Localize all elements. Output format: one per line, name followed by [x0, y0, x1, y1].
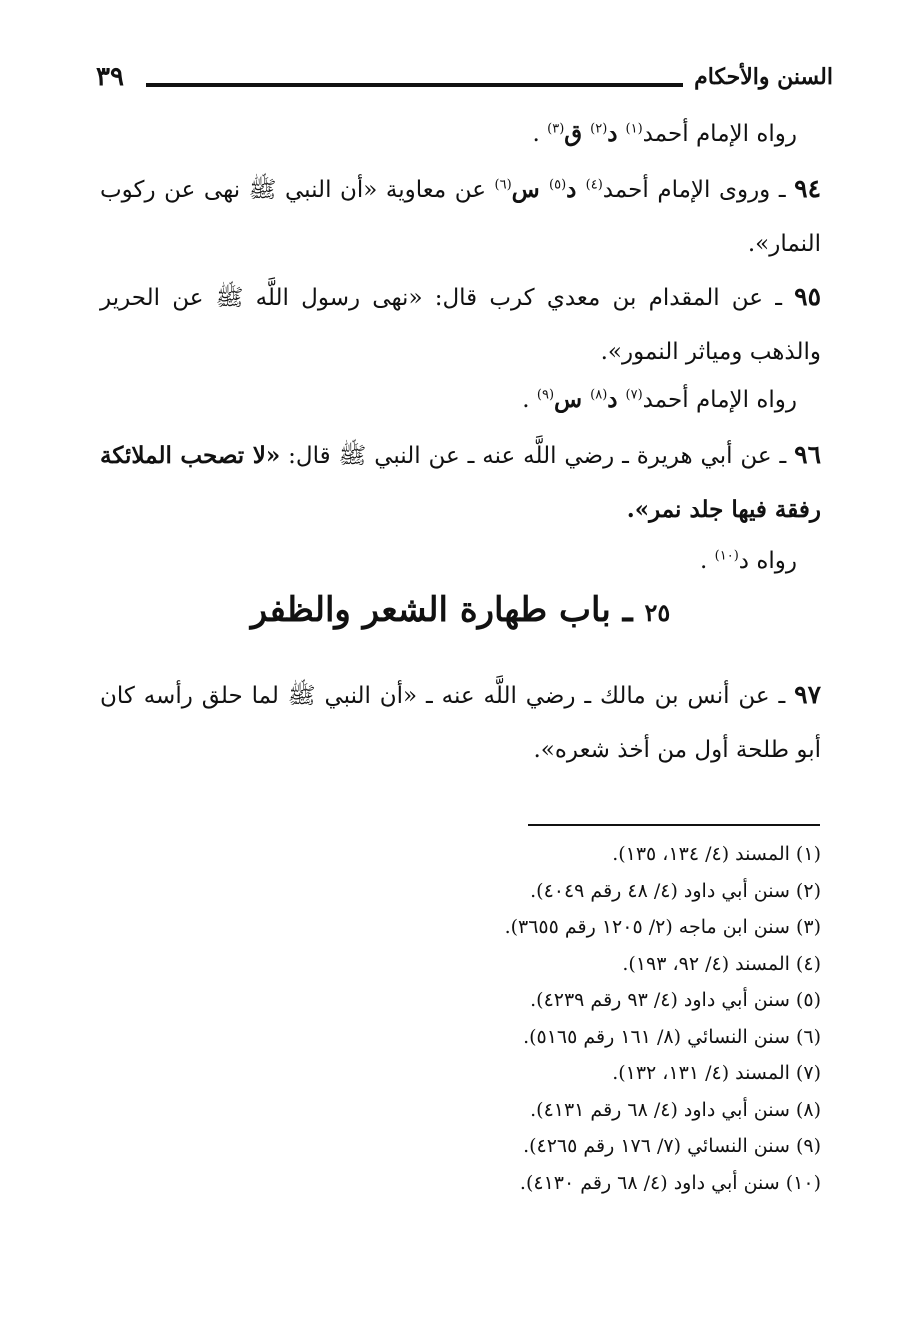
text: رواه د [738, 548, 797, 574]
text: ـ عن أبي هريرة ـ رضي اللَّه عنه ـ عن النبي ﷺ قال: [280, 443, 795, 469]
text: . [522, 387, 537, 413]
header-rule [146, 83, 683, 87]
footnote-separator [528, 824, 820, 826]
hadith-number: ٩٤ [794, 174, 821, 203]
text: . [700, 548, 715, 574]
text: . [532, 121, 548, 147]
footnote-item: (٩) سنن النسائي (٧/ ١٧٦ رقم ٤٢٦٥). [523, 1135, 821, 1157]
footnote-item: (٦) سنن النسائي (٨/ ١٦١ رقم ٥١٦٥). [523, 1025, 821, 1048]
page-header [96, 62, 833, 102]
section-heading [100, 590, 821, 630]
text: د [566, 176, 586, 203]
hadith-quote: «لا تصحب الملائكة رفقة فيها جلد نمر». [100, 442, 821, 523]
text: ـ عن المقدام بن معدي كرب قال: «نهى رسول اللَّه ﷺ عن الحرير والذهب ومياثر النمور». [100, 285, 821, 365]
narration-note-96 [100, 534, 821, 588]
footnote-ref: (٩) [536, 387, 555, 403]
footnote-item: (١) المسند (٤/ ١٣٤، ١٣٥). [612, 843, 821, 865]
footnote-item: (٧) المسند (٤/ ١٣١، ١٣٢). [612, 1062, 821, 1084]
hadith-94 [100, 162, 821, 271]
hadith-number: ٩٧ [794, 680, 821, 709]
footnote-item: (٥) سنن أبي داود (٤/ ٩٣ رقم ٤٢٣٩). [530, 989, 821, 1011]
narration-note-93 [100, 107, 821, 161]
footnote-item: (٣) سنن ابن ماجه (٢/ ١٢٠٥ رقم ٣٦٥٥). [504, 916, 821, 938]
hadith-number: ٩٥ [794, 282, 821, 311]
text: س [511, 176, 550, 203]
text: د [607, 386, 626, 413]
footnote-ref: (٥) [549, 177, 567, 193]
text: رواه الإمام أحمد [642, 121, 797, 147]
footnote-ref: (٦) [494, 177, 512, 193]
footnote-item: (٢) سنن أبي داود (٤/ ٤٨ رقم ٤٠٤٩). [530, 879, 821, 902]
hadith-number: ٩٦ [794, 440, 821, 469]
footnote-ref: (٧) [625, 387, 643, 403]
footnote-ref: (١٠) [714, 548, 739, 564]
hadith-97 [100, 668, 821, 777]
text: ـ وروى الإمام أحمد [602, 177, 795, 203]
running-title: السنن والأحكام [694, 64, 833, 90]
text: ـ عن أنس بن مالك ـ رضي اللَّه عنه ـ «أن النبي ﷺ لما حلق رأسه كان أبو طلحة أول من أخذ شعره». [100, 683, 821, 763]
footnote-ref: (٤) [585, 177, 603, 193]
footnote-ref: (٨) [590, 387, 608, 403]
hadith-96 [100, 428, 821, 537]
hadith-95 [100, 270, 821, 379]
footnote-item: (٤) المسند (٤/ ٩٢، ١٩٣). [622, 952, 821, 975]
footnote-item: (٨) سنن أبي داود (٤/ ٦٨ رقم ٤١٣١). [530, 1098, 821, 1121]
footnote-item: (١٠) سنن أبي داود (٤/ ٦٨ رقم ٤١٣٠). [519, 1171, 821, 1194]
section-number: ٢٥ [644, 598, 671, 627]
page-number: ٣٩ [96, 62, 124, 92]
section-title-text: ـ باب طهارة الشعر والظفر [250, 590, 645, 630]
text: د [607, 120, 626, 147]
text: عن معاوية «أن النبي ﷺ نهى عن ركوب النمار». [100, 177, 821, 257]
narration-note-95 [100, 373, 821, 427]
footnote-ref: (٢) [590, 121, 608, 137]
footnote-ref: (٣) [547, 121, 565, 137]
text: رواه الإمام أحمد [642, 387, 797, 413]
text: س [554, 386, 591, 413]
footnote-ref: (١) [625, 121, 643, 137]
footnotes [261, 836, 821, 1201]
text: ق [564, 120, 591, 147]
